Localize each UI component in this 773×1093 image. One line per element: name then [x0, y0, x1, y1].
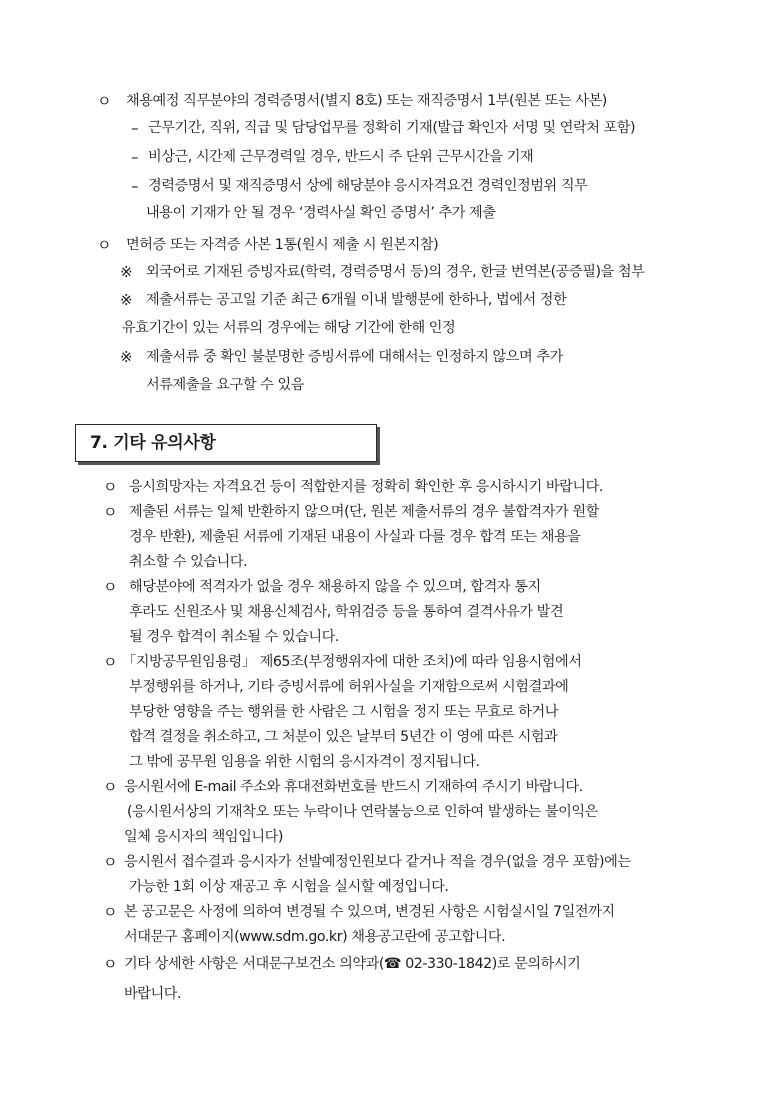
circle-bullet: ㅇ [97, 236, 112, 254]
section-heading-box [75, 424, 377, 462]
doc-item-career-certificate: 채용예정 직무분야의 경력증명서(별지 8호) 또는 재직증명서 1부(원본 또는 사본) [126, 93, 607, 109]
notice-changes-line1: 본 공고문은 사정에 의하여 변경될 수 있으며, 변경된 사항은 시험실시일 7일전까지 [124, 904, 615, 920]
notice-inquiry-line2: 바랍니다. [124, 986, 182, 1002]
notice-contact-line3: 일체 응시자의 책임입니다) [124, 829, 284, 845]
note-unclear-line1: 제출서류 중 확인 불분명한 증빙서류에 대해서는 인정하지 않으며 추가 [146, 349, 563, 365]
dash-bullet: – [131, 177, 139, 195]
circle-bullet: ㅇ [103, 653, 118, 671]
notice-misconduct-line1: 「지방공무원임용령」 제65조(부정행위자에 대한 조치)에 따라 임용시험에서 [122, 654, 582, 670]
notice-documents-line1: 제출된 서류는 일체 반환하지 않으며(단, 원본 제출서류의 경우 불합격자가 원할 [129, 504, 599, 520]
reference-mark-icon: ※ [120, 263, 133, 281]
notice-documents-line2: 경우 반환), 제출된 서류에 기재된 내용이 사실과 다를 경우 합격 또는 채용을 [129, 529, 581, 545]
notice-changes-line2: 서대문구 홈페이지(www.sdm.go.kr) 채용공고란에 공고합니다. [124, 929, 506, 945]
doc-sub-duration: 근무기간, 직위, 직급 및 담당업무를 정확히 기재(발급 확인자 서명 및 연락처 포함) [148, 120, 636, 136]
reference-mark-icon: ※ [120, 348, 133, 366]
circle-bullet: ㅇ [103, 503, 118, 521]
circle-bullet: ㅇ [103, 778, 118, 796]
notice-inquiry-line1: 기타 상세한 사항은 서대문구보건소 의약과(☎ 02-330-1842)로 문의하시기 [124, 956, 581, 972]
doc-item-license: 면허증 또는 자격증 사본 1통(원시 제출 시 원본지참) [126, 237, 439, 253]
note-foreign-language: 외국어로 기재된 증빙자료(학력, 경력증명서 등)의 경우, 한글 번역본(공증필)을 첨부 [146, 264, 645, 280]
notice-misconduct-line2: 부정행위를 하거나, 기타 증빙서류에 허위사실을 기재함으로써 시험결과에 [129, 679, 569, 695]
notice-misconduct-line3: 부당한 영향을 주는 행위를 한 사람은 그 시험을 정지 또는 무효로 하거나 [129, 704, 559, 720]
notice-no-candidate-line3: 될 경우 합격이 취소될 수 있습니다. [129, 629, 339, 645]
notice-contact-line2: (응시원서상의 기재착오 또는 누락이나 연락불능으로 인하여 발생하는 불이익은 [127, 804, 598, 820]
circle-bullet: ㅇ [103, 478, 118, 496]
doc-sub-experience-line2: 내용이 기재가 안 될 경우 ‘경력사실 확인 증명서’ 추가 제출 [146, 205, 496, 221]
notice-reannouncement-line1: 응시원서 접수결과 응시자가 선발예정인원보다 같거나 적을 경우(없을 경우 포함)에는 [124, 854, 631, 870]
notice-no-candidate-line1: 해당분야에 적격자가 없을 경우 채용하지 않을 수 있으며, 합격자 통지 [129, 579, 541, 595]
notice-contact-line1: 응시원서에 E-mail 주소와 휴대전화번호를 반드시 기재하여 주시기 바랍니다. [124, 779, 583, 795]
circle-bullet: ㅇ [103, 955, 118, 973]
reference-mark-icon: ※ [120, 291, 133, 309]
notice-documents-line3: 취소할 수 있습니다. [129, 554, 248, 570]
notice-misconduct-line5: 그 밖에 공무원 임용을 위한 시험의 응시자격이 정지됩니다. [129, 754, 480, 770]
note-validity-line2: 유효기간이 있는 서류의 경우에는 해당 기간에 한해 인정 [122, 320, 456, 336]
note-validity-line1: 제출서류는 공고일 기준 최근 6개월 이내 발행분에 한하나, 법에서 정한 [146, 292, 567, 308]
circle-bullet: ㅇ [103, 903, 118, 921]
circle-bullet: ㅇ [103, 853, 118, 871]
section-title: 7. 기타 유의사항 [90, 433, 216, 453]
notice-no-candidate-line2: 후라도 신원조사 및 채용신체검사, 학위검증 등을 통하여 결격사유가 발견 [129, 604, 564, 620]
doc-sub-parttime: 비상근, 시간제 근무경력일 경우, 반드시 주 단위 근무시간을 기재 [148, 149, 534, 165]
doc-sub-experience-line1: 경력증명서 및 재직증명서 상에 해당분야 응시자격요건 경력인정범위 직무 [148, 178, 588, 194]
circle-bullet: ㅇ [97, 92, 112, 110]
circle-bullet: ㅇ [103, 578, 118, 596]
notice-reannouncement-line2: 가능한 1회 이상 재공고 후 시험을 실시할 예정입니다. [129, 879, 449, 895]
notice-misconduct-line4: 합격 결정을 취소하고, 그 처분이 있은 날부터 5년간 이 영에 따른 시험과 [129, 729, 558, 745]
note-unclear-line2: 서류제출을 요구할 수 있음 [146, 377, 304, 393]
dash-bullet: – [131, 119, 139, 137]
notice-eligibility: 응시희망자는 자격요건 등이 적합한지를 정확히 확인한 후 응시하시기 바랍니다. [129, 479, 603, 495]
dash-bullet: – [131, 148, 139, 166]
